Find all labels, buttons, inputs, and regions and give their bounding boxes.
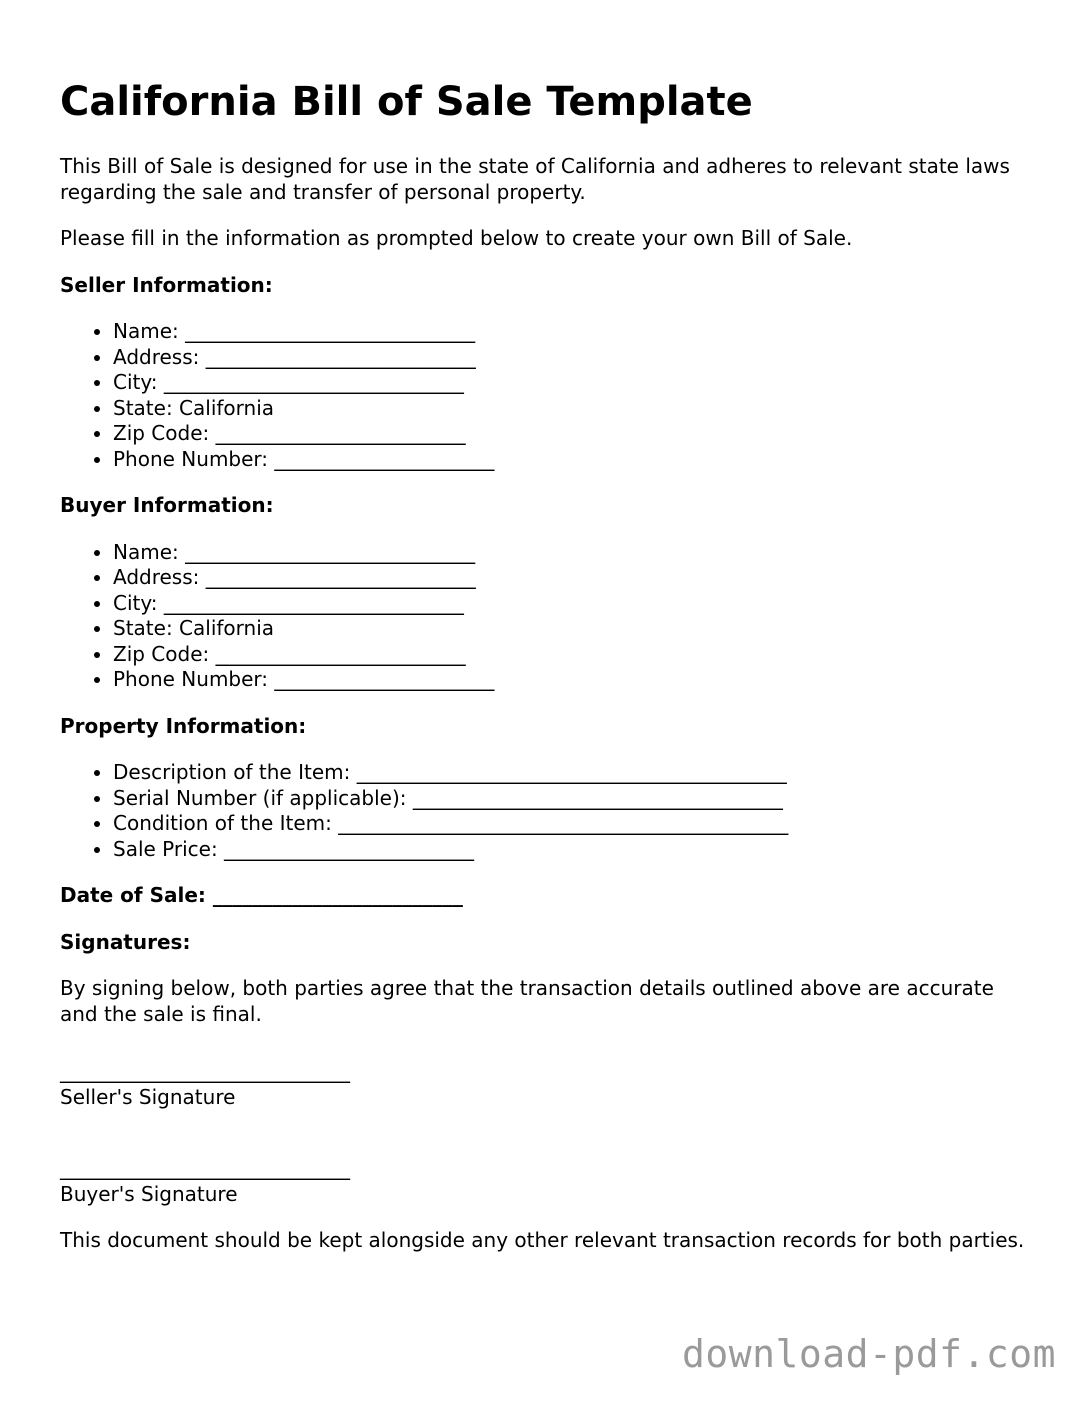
item-condition-field[interactable]: • Condition of the Item: _____________________________________________ — [113, 811, 1030, 837]
seller-phone-field[interactable]: • Phone Number: ______________________ — [113, 447, 1030, 473]
buyer-state-field: • State: California — [113, 616, 1030, 642]
buyer-signature-label: Buyer's Signature — [60, 1181, 238, 1206]
seller-name-field[interactable]: • Name: _____________________________ — [113, 319, 1030, 345]
seller-info-list — [60, 319, 1030, 472]
buyer-city-field[interactable]: • City: ______________________________ — [113, 591, 1030, 617]
seller-zip-field[interactable]: • Zip Code: _________________________ — [113, 421, 1030, 447]
date-of-sale-label: Date of Sale: — [60, 883, 206, 907]
date-of-sale-row — [60, 883, 1030, 909]
property-info-list — [60, 760, 1030, 862]
seller-signature-block — [60, 1059, 1030, 1110]
document-page — [60, 76, 1030, 1275]
buyer-address-field[interactable]: • Address: ___________________________ — [113, 565, 1030, 591]
item-description-field[interactable]: • Description of the Item: ___________________________________________ — [113, 760, 1030, 786]
footer-note: This document should be kept alongside any other relevant transaction records for both parties. — [60, 1228, 1025, 1252]
buyer-signature-block — [60, 1156, 1030, 1207]
buyer-section-heading: Buyer Information: — [60, 493, 274, 517]
buyer-zip-field[interactable]: • Zip Code: _________________________ — [113, 642, 1030, 668]
property-section-heading: Property Information: — [60, 713, 307, 738]
buyer-name-field[interactable]: • Name: _____________________________ — [113, 540, 1030, 566]
buyer-signature-line[interactable]: _____________________________ — [60, 1156, 350, 1180]
sale-price-field[interactable]: • Sale Price: _________________________ — [113, 837, 1030, 863]
buyer-info-list — [60, 540, 1030, 693]
seller-signature-line[interactable]: _____________________________ — [60, 1059, 350, 1083]
watermark: download-pdf.com — [681, 1332, 1056, 1376]
page-title: California Bill of Sale Template — [60, 79, 753, 125]
signatures-statement: By signing below, both parties agree that the transaction details outlined above are accurate and the sale is final. — [60, 976, 994, 1026]
date-of-sale-field[interactable]: _________________________ — [212, 883, 463, 907]
instruction-paragraph: Please fill in the information as prompted below to create your own Bill of Sale. — [60, 226, 853, 250]
signatures-heading: Signatures: — [60, 929, 191, 954]
buyer-phone-field[interactable]: • Phone Number: ______________________ — [113, 667, 1030, 693]
seller-city-field[interactable]: • City: ______________________________ — [113, 370, 1030, 396]
seller-signature-label: Seller's Signature — [60, 1084, 236, 1109]
seller-state-field: • State: California — [113, 396, 1030, 422]
seller-section-heading: Seller Information: — [60, 272, 273, 297]
intro-paragraph: This Bill of Sale is designed for use in the state of California and adheres to relevant state laws regarding the sale and transfer of personal property. — [60, 154, 1010, 204]
seller-address-field[interactable]: • Address: ___________________________ — [113, 345, 1030, 371]
serial-number-field[interactable]: • Serial Number (if applicable): _____________________________________ — [113, 786, 1030, 812]
